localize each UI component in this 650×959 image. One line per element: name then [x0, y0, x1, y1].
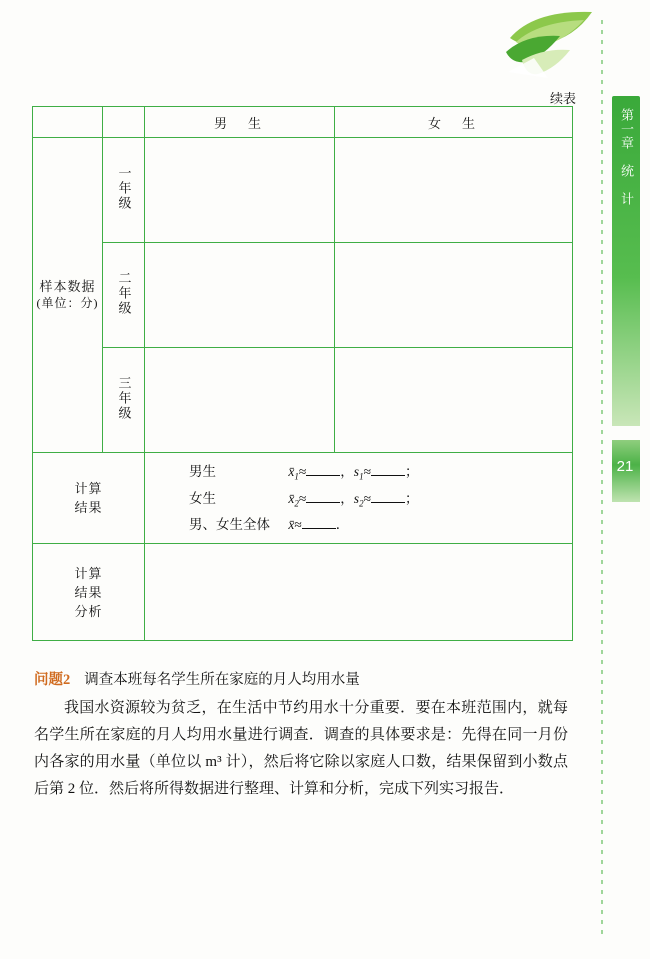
question-title [34, 668, 568, 689]
header-male: 男 生 [145, 107, 335, 138]
continued-table-label: 续表 [549, 91, 576, 106]
calc-line-female: 女生 $x̄_2\approx$ ，$s_2\approx$ ； [189, 490, 419, 509]
cell-male-grade2[interactable] [145, 243, 335, 348]
calc-result-label: 计算 结果 [33, 453, 145, 544]
cell-female-grade2[interactable] [335, 243, 573, 348]
practice-report-table [32, 106, 572, 641]
table-row [33, 138, 573, 243]
leaf-decoration-icon [504, 8, 596, 82]
calc-analysis-label: 计算 结果 分析 [33, 544, 145, 641]
question-tag: 问题 [34, 672, 63, 688]
header-empty-a [33, 107, 103, 138]
grade-label-3: 三年级 [103, 348, 145, 453]
header-female: 女 生 [335, 107, 573, 138]
table-row [33, 348, 573, 453]
table-row [33, 243, 573, 348]
question-block [34, 668, 568, 803]
chapter-band-label: 第一章 统 计 [619, 108, 634, 206]
sample-data-label-line1: 样本数据 [39, 279, 96, 294]
cell-female-grade3[interactable] [335, 348, 573, 453]
header-empty-b [103, 107, 145, 138]
question-paragraph: 我国水资源较为贫乏，在生活中节约用水十分重要．要在本班范围内，就每名学生所在家庭的月人均用水量进行调查．调查的具体要求是：先得在同一月份内各家的用水量（单位以 m³ 计），然后将它除以家庭人口数，结果保留到小数点后第 2 位．然后将所得数据进行整理、计算和分析，完成下列实习报告． [34, 700, 568, 797]
cell-male-grade1[interactable] [145, 138, 335, 243]
grade-label-1: 一年级 [103, 138, 145, 243]
question-number: 2 [63, 672, 71, 688]
sample-data-label [33, 138, 103, 453]
table-row-calc-result [33, 453, 573, 544]
cell-male-grade3[interactable] [145, 348, 335, 453]
calc-result-body[interactable] [145, 453, 573, 544]
calc-line-all: 男、女生全体 x̄≈ ． [189, 517, 350, 533]
cell-female-grade1[interactable] [335, 138, 573, 243]
calc-analysis-body[interactable] [145, 544, 573, 641]
question-heading-text: 调查本班每名学生所在家庭的月人均用水量 [84, 672, 360, 688]
table-row-calc-analysis [33, 544, 573, 641]
sample-data-label-line2: (单位：分) [36, 296, 99, 310]
calc-line-male: 男生 $x̄_1\approx$ ，$s_1\approx$ ； [189, 464, 419, 482]
perforation-line [601, 20, 603, 940]
table-header-row [33, 107, 573, 138]
page-number: 21 [616, 458, 634, 475]
grade-label-2: 二年级 [103, 243, 145, 348]
